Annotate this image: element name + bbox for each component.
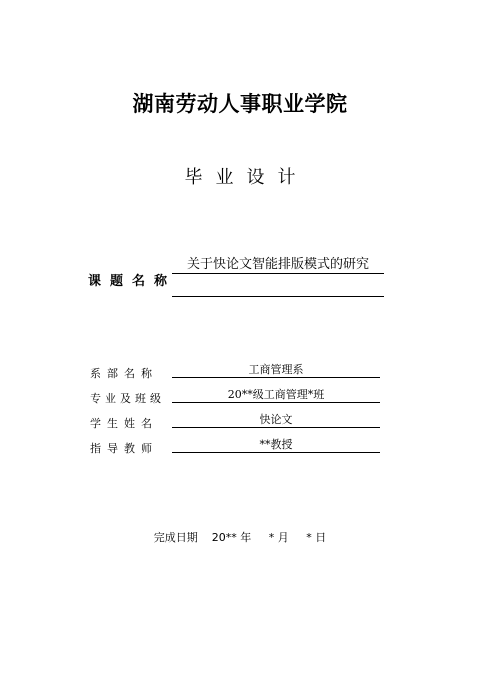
date-label: 完成日期	[153, 531, 198, 544]
student-name-value: 快论文	[172, 413, 380, 428]
topic-label: 课题名称	[88, 274, 177, 289]
date-month-value: *	[268, 531, 275, 544]
completion-date	[0, 529, 480, 545]
student-name-label: 学生姓名	[90, 417, 158, 430]
major-class-value: 20**级工商管理*班	[172, 388, 380, 403]
advisor-value: **教授	[172, 438, 380, 453]
date-day-value: *	[306, 531, 312, 544]
major-class-label: 专业及班级	[90, 392, 165, 405]
school-name: 湖南劳动人事职业学院	[132, 92, 348, 116]
topic-value: 关于快论文智能排版模式的研究	[172, 257, 384, 274]
date-year-unit: 年	[240, 531, 252, 544]
date-day-unit: 日	[315, 531, 327, 544]
department-value: 工商管理系	[172, 363, 380, 378]
advisor-label: 指导教师	[90, 442, 158, 455]
department-label: 系部名称	[90, 367, 158, 380]
document-title: 毕业设计	[184, 167, 309, 188]
date-month-unit: 月	[277, 531, 289, 544]
topic-blank-line	[172, 296, 384, 297]
date-year-value: 20**	[211, 531, 237, 544]
